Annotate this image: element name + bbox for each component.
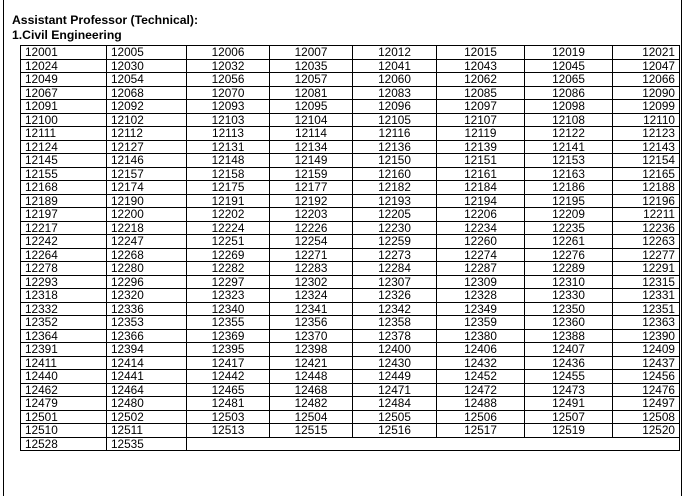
roll-number-cell: 12242 [21,235,107,249]
roll-number-cell: 12370 [270,329,353,343]
roll-number-cell: 12364 [21,329,107,343]
roll-number-cell: 12332 [21,302,107,316]
roll-number-cell: 12476 [613,383,680,397]
roll-number-cell: 12226 [270,221,353,235]
roll-number-cell: 12501 [21,410,107,424]
roll-number-cell: 12320 [107,289,187,303]
roll-number-cell: 12100 [21,113,107,127]
roll-number-cell: 12035 [270,59,353,73]
roll-number-cell: 12095 [270,100,353,114]
roll-number-cell: 12437 [613,356,680,370]
roll-number-cell: 12297 [187,275,270,289]
roll-number-table-body [21,46,680,451]
roll-number-cell: 12211 [613,208,680,222]
roll-number-cell: 12417 [187,356,270,370]
roll-number-cell: 12289 [525,262,613,276]
roll-number-cell: 12158 [187,167,270,181]
roll-number-cell: 12041 [353,59,437,73]
roll-number-cell: 12090 [613,86,680,100]
roll-number-cell: 12195 [525,194,613,208]
roll-number-cell: 12430 [353,356,437,370]
roll-number-cell: 12151 [437,154,525,168]
roll-number-cell: 12449 [353,370,437,384]
roll-number-cell: 12414 [107,356,187,370]
roll-number-cell: 12097 [437,100,525,114]
roll-number-cell: 12516 [353,424,437,438]
roll-number-cell: 12068 [107,86,187,100]
roll-number-cell: 12341 [270,302,353,316]
roll-number-cell: 12127 [107,140,187,154]
roll-number-cell: 12510 [21,424,107,438]
roll-number-cell: 12491 [525,397,613,411]
roll-number-cell: 12342 [353,302,437,316]
roll-number-cell: 12206 [437,208,525,222]
roll-number-cell: 12065 [525,73,613,87]
roll-number-cell: 12224 [187,221,270,235]
roll-number-cell: 12508 [613,410,680,424]
roll-number-cell: 12202 [187,208,270,222]
roll-number-cell: 12366 [107,329,187,343]
table-row [21,140,680,154]
roll-number-cell: 12263 [613,235,680,249]
roll-number-cell: 12085 [437,86,525,100]
roll-number-cell: 12123 [613,127,680,141]
roll-number-cell: 12452 [437,370,525,384]
roll-number-cell: 12520 [613,424,680,438]
roll-number-cell: 12155 [21,167,107,181]
roll-number-cell: 12421 [270,356,353,370]
roll-number-cell: 12191 [187,194,270,208]
post-title: Assistant Professor (Technical): [12,13,199,27]
roll-number-cell: 12066 [613,73,680,87]
roll-number-cell: 12442 [187,370,270,384]
roll-number-cell: 12448 [270,370,353,384]
roll-number-cell: 12411 [21,356,107,370]
roll-number-cell: 12235 [525,221,613,235]
table-row [21,329,680,343]
roll-number-cell: 12359 [437,316,525,330]
roll-number-cell: 12168 [21,181,107,195]
roll-number-cell: 12105 [353,113,437,127]
roll-number-cell: 12113 [187,127,270,141]
roll-number-cell: 12468 [270,383,353,397]
table-row [21,248,680,262]
roll-number-cell: 12488 [437,397,525,411]
roll-number-cell: 12355 [187,316,270,330]
roll-number-cell: 12462 [21,383,107,397]
roll-number-cell: 12194 [437,194,525,208]
roll-number-cell: 12513 [187,424,270,438]
roll-number-cell: 12291 [613,262,680,276]
table-row [21,424,680,438]
table-row [21,289,680,303]
roll-number-cell: 12174 [107,181,187,195]
table-row [21,437,680,451]
roll-number-cell: 12331 [613,289,680,303]
roll-number-cell: 12391 [21,343,107,357]
roll-number-cell: 12503 [187,410,270,424]
roll-number-cell: 12310 [525,275,613,289]
roll-number-cell: 12309 [437,275,525,289]
roll-number-cell: 12506 [437,410,525,424]
roll-number-cell: 12193 [353,194,437,208]
roll-number-cell: 12259 [353,235,437,249]
roll-number-cell: 12358 [353,316,437,330]
table-row [21,383,680,397]
roll-number-cell: 12067 [21,86,107,100]
roll-number-cell: 12056 [187,73,270,87]
roll-number-cell: 12432 [437,356,525,370]
table-row [21,410,680,424]
roll-number-cell: 12019 [525,46,613,60]
table-row [21,100,680,114]
roll-number-cell: 12012 [353,46,437,60]
roll-number-cell: 12502 [107,410,187,424]
roll-number-cell: 12141 [525,140,613,154]
table-row [21,154,680,168]
roll-number-cell: 12110 [613,113,680,127]
roll-number-cell: 12154 [613,154,680,168]
roll-number-cell: 12277 [613,248,680,262]
roll-number-cell: 12182 [353,181,437,195]
roll-number-cell: 12407 [525,343,613,357]
roll-number-cell: 12350 [525,302,613,316]
roll-number-cell: 12081 [270,86,353,100]
roll-number-cell: 12139 [437,140,525,154]
table-row [21,113,680,127]
roll-number-cell: 12196 [613,194,680,208]
roll-number-cell: 12349 [437,302,525,316]
roll-number-cell: 12149 [270,154,353,168]
roll-number-cell: 12159 [270,167,353,181]
roll-number-cell: 12472 [437,383,525,397]
roll-number-cell: 12186 [525,181,613,195]
roll-number-cell: 12323 [187,289,270,303]
roll-number-cell: 12278 [21,262,107,276]
roll-number-cell: 12340 [187,302,270,316]
roll-number-cell: 12293 [21,275,107,289]
roll-number-cell: 12200 [107,208,187,222]
table-row [21,167,680,181]
roll-number-cell: 12024 [21,59,107,73]
roll-number-cell: 12102 [107,113,187,127]
roll-number-cell: 12209 [525,208,613,222]
roll-number-cell: 12324 [270,289,353,303]
roll-number-cell: 12260 [437,235,525,249]
roll-number-cell: 12189 [21,194,107,208]
roll-number-cell: 12390 [613,329,680,343]
roll-number-cell: 12326 [353,289,437,303]
empty-cell [187,437,680,451]
table-row [21,397,680,411]
roll-number-cell: 12083 [353,86,437,100]
roll-number-cell: 12175 [187,181,270,195]
roll-number-cell: 12203 [270,208,353,222]
roll-number-cell: 12353 [107,316,187,330]
table-row [21,194,680,208]
roll-number-cell: 12057 [270,73,353,87]
roll-number-cell: 12464 [107,383,187,397]
roll-number-cell: 12165 [613,167,680,181]
roll-number-cell: 12161 [437,167,525,181]
roll-number-cell: 12247 [107,235,187,249]
roll-number-cell: 12092 [107,100,187,114]
roll-number-cell: 12497 [613,397,680,411]
roll-number-cell: 12005 [107,46,187,60]
roll-number-cell: 12122 [525,127,613,141]
roll-number-cell: 12479 [21,397,107,411]
roll-number-cell: 12352 [21,316,107,330]
roll-number-cell: 12043 [437,59,525,73]
roll-number-cell: 12104 [270,113,353,127]
roll-number-cell: 12507 [525,410,613,424]
roll-number-cell: 12271 [270,248,353,262]
table-row [21,370,680,384]
roll-number-cell: 12134 [270,140,353,154]
roll-number-cell: 12060 [353,73,437,87]
roll-number-cell: 12150 [353,154,437,168]
roll-number-cell: 12528 [21,437,107,451]
roll-number-cell: 12480 [107,397,187,411]
roll-number-cell: 12119 [437,127,525,141]
roll-number-cell: 12145 [21,154,107,168]
roll-number-cell: 12363 [613,316,680,330]
roll-number-cell: 12261 [525,235,613,249]
roll-number-cell: 12276 [525,248,613,262]
table-row [21,127,680,141]
roll-number-cell: 12264 [21,248,107,262]
table-row [21,235,680,249]
roll-number-cell: 12108 [525,113,613,127]
table-row [21,221,680,235]
roll-number-cell: 12504 [270,410,353,424]
roll-number-cell: 12047 [613,59,680,73]
roll-number-cell: 12184 [437,181,525,195]
roll-number-cell: 12112 [107,127,187,141]
table-row [21,275,680,289]
roll-number-cell: 12114 [270,127,353,141]
roll-number-cell: 12440 [21,370,107,384]
table-row [21,343,680,357]
table-row [21,46,680,60]
roll-number-cell: 12274 [437,248,525,262]
roll-number-cell: 12153 [525,154,613,168]
roll-number-cell: 12484 [353,397,437,411]
roll-number-cell: 12505 [353,410,437,424]
roll-number-cell: 12328 [437,289,525,303]
roll-number-cell: 12481 [187,397,270,411]
roll-number-cell: 12330 [525,289,613,303]
roll-number-cell: 12030 [107,59,187,73]
roll-number-cell: 12511 [107,424,187,438]
roll-number-cell: 12436 [525,356,613,370]
roll-number-cell: 12136 [353,140,437,154]
roll-number-cell: 12124 [21,140,107,154]
roll-number-cell: 12519 [525,424,613,438]
roll-number-cell: 12217 [21,221,107,235]
table-row [21,86,680,100]
roll-number-cell: 12099 [613,100,680,114]
roll-number-cell: 12205 [353,208,437,222]
roll-number-cell: 12157 [107,167,187,181]
table-row [21,73,680,87]
roll-number-cell: 12163 [525,167,613,181]
roll-number-cell: 12380 [437,329,525,343]
roll-number-cell: 12001 [21,46,107,60]
roll-number-cell: 12006 [187,46,270,60]
roll-number-cell: 12160 [353,167,437,181]
roll-number-cell: 12378 [353,329,437,343]
section-title: 1.Civil Engineering [12,28,122,42]
table-row [21,59,680,73]
roll-number-cell: 12302 [270,275,353,289]
table-row [21,262,680,276]
roll-number-cell: 12482 [270,397,353,411]
roll-number-cell: 12116 [353,127,437,141]
roll-number-cell: 12284 [353,262,437,276]
roll-number-cell: 12456 [613,370,680,384]
roll-number-cell: 12062 [437,73,525,87]
roll-number-cell: 12388 [525,329,613,343]
roll-number-cell: 12143 [613,140,680,154]
roll-number-cell: 12455 [525,370,613,384]
roll-number-cell: 12398 [270,343,353,357]
roll-number-cell: 12296 [107,275,187,289]
roll-number-cell: 12096 [353,100,437,114]
roll-number-cell: 12093 [187,100,270,114]
roll-number-cell: 12192 [270,194,353,208]
roll-number-cell: 12190 [107,194,187,208]
roll-number-cell: 12218 [107,221,187,235]
roll-number-cell: 12107 [437,113,525,127]
roll-number-cell: 12406 [437,343,525,357]
roll-number-cell: 12273 [353,248,437,262]
roll-number-cell: 12360 [525,316,613,330]
roll-number-cell: 12394 [107,343,187,357]
roll-number-cell: 12400 [353,343,437,357]
roll-number-cell: 12315 [613,275,680,289]
roll-number-cell: 12015 [437,46,525,60]
roll-number-cell: 12473 [525,383,613,397]
roll-number-cell: 12517 [437,424,525,438]
roll-number-cell: 12471 [353,383,437,397]
roll-number-cell: 12091 [21,100,107,114]
roll-number-cell: 12283 [270,262,353,276]
roll-number-cell: 12098 [525,100,613,114]
roll-number-cell: 12007 [270,46,353,60]
roll-number-table [20,45,680,451]
roll-number-cell: 12465 [187,383,270,397]
table-row [21,316,680,330]
roll-number-cell: 12032 [187,59,270,73]
roll-number-cell: 12188 [613,181,680,195]
roll-number-cell: 12287 [437,262,525,276]
roll-number-cell: 12177 [270,181,353,195]
roll-number-cell: 12251 [187,235,270,249]
roll-number-cell: 12070 [187,86,270,100]
roll-number-cell: 12282 [187,262,270,276]
roll-number-cell: 12086 [525,86,613,100]
roll-number-cell: 12409 [613,343,680,357]
roll-number-cell: 12356 [270,316,353,330]
roll-number-cell: 12307 [353,275,437,289]
roll-number-cell: 12269 [187,248,270,262]
table-row [21,181,680,195]
roll-number-cell: 12111 [21,127,107,141]
roll-number-cell: 12146 [107,154,187,168]
roll-number-cell: 12336 [107,302,187,316]
roll-number-cell: 12131 [187,140,270,154]
roll-number-cell: 12045 [525,59,613,73]
roll-number-cell: 12197 [21,208,107,222]
roll-number-cell: 12054 [107,73,187,87]
roll-number-cell: 12236 [613,221,680,235]
roll-number-cell: 12515 [270,424,353,438]
roll-number-cell: 12318 [21,289,107,303]
roll-number-cell: 12351 [613,302,680,316]
roll-number-cell: 12234 [437,221,525,235]
roll-number-cell: 12021 [613,46,680,60]
roll-number-cell: 12441 [107,370,187,384]
roll-number-cell: 12148 [187,154,270,168]
roll-number-cell: 12049 [21,73,107,87]
table-row [21,356,680,370]
roll-number-cell: 12535 [107,437,187,451]
roll-number-cell: 12103 [187,113,270,127]
roll-number-cell: 12230 [353,221,437,235]
roll-number-cell: 12268 [107,248,187,262]
table-row [21,302,680,316]
roll-number-cell: 12395 [187,343,270,357]
roll-number-cell: 12369 [187,329,270,343]
roll-number-cell: 12280 [107,262,187,276]
table-row [21,208,680,222]
roll-number-cell: 12254 [270,235,353,249]
